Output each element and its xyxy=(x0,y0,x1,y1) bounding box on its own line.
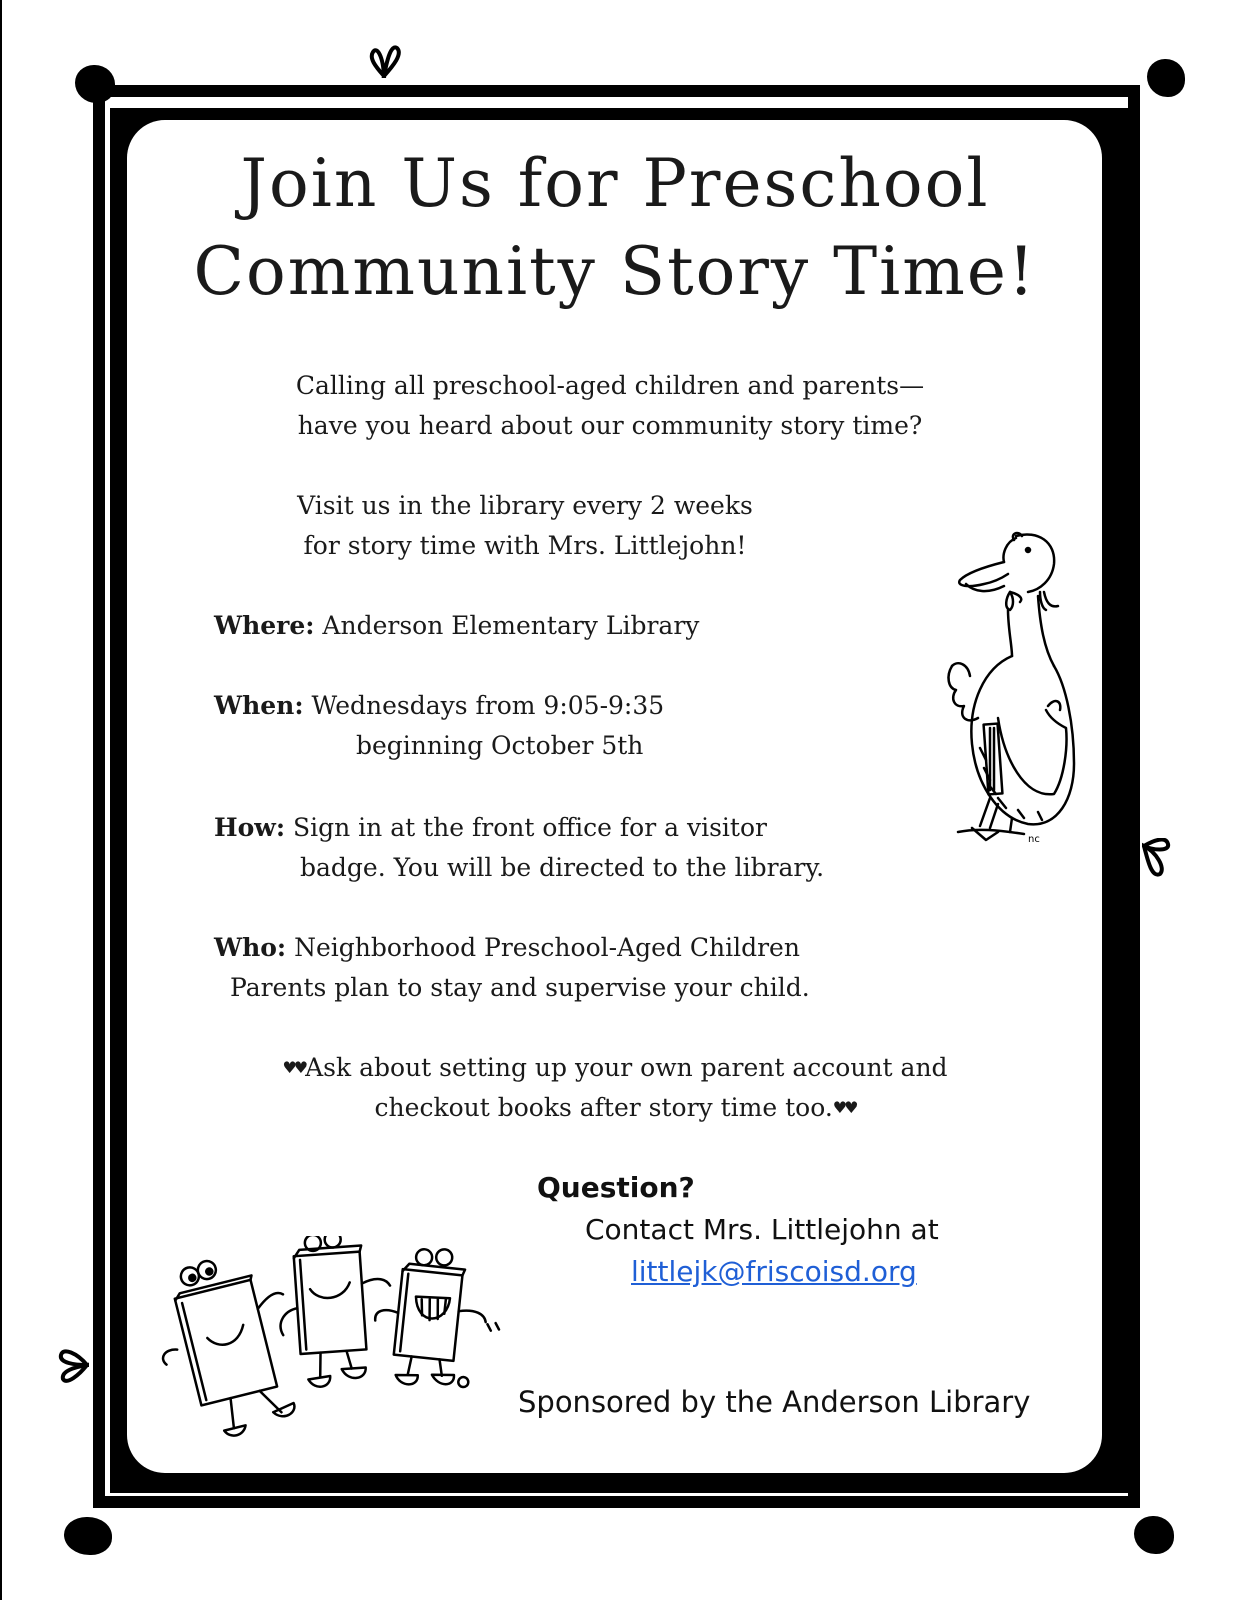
svg-text:nc: nc xyxy=(1028,834,1040,845)
where-label: Where: xyxy=(214,611,315,640)
ask-line-1: Ask about setting up your own parent account and xyxy=(305,1053,948,1082)
who-value: Neighborhood Preschool-Aged Children xyxy=(294,933,800,962)
where-value: Anderson Elementary Library xyxy=(322,611,700,640)
email-link[interactable]: littlejk@friscoisd.org xyxy=(631,1255,917,1288)
when-label: When: xyxy=(214,691,304,720)
intro-paragraph xyxy=(260,366,960,446)
visit-line-2: for story time with Mrs. Littlejohn! xyxy=(303,531,747,560)
heart-icon: ♥♥ xyxy=(282,1058,306,1077)
goose-illustration xyxy=(928,528,1078,846)
dancing-books-illustration xyxy=(148,1236,513,1451)
corner-knob-bottom-left xyxy=(64,1517,112,1555)
bow-top-icon xyxy=(367,38,401,78)
flyer-title xyxy=(150,140,1080,316)
detail-where xyxy=(214,606,699,646)
bow-left-icon xyxy=(55,1345,89,1385)
intro-line-1: Calling all preschool-aged children and parents— xyxy=(295,371,925,400)
bow-right-icon xyxy=(1142,838,1176,878)
title-line-2: Community Story Time! xyxy=(193,233,1037,310)
when-continuation: beginning October 5th xyxy=(356,731,644,760)
detail-when xyxy=(214,686,664,766)
ask-line-2: checkout books after story time too. xyxy=(374,1093,833,1122)
who-label: Who: xyxy=(214,933,287,962)
heart-icon: ♥♥ xyxy=(832,1098,856,1117)
sponsor-line: Sponsored by the Anderson Library xyxy=(518,1385,1031,1419)
detail-how xyxy=(214,808,824,888)
intro-line-2: have you heard about our community story time? xyxy=(297,411,923,440)
ask-paragraph xyxy=(255,1048,975,1128)
corner-knob-bottom-right xyxy=(1134,1516,1174,1554)
corner-knob-top-right xyxy=(1147,59,1185,97)
detail-who xyxy=(214,928,810,1008)
page-edge-line xyxy=(0,0,2,1600)
how-label: How: xyxy=(214,813,286,842)
contact-line: Contact Mrs. Littlejohn at xyxy=(585,1213,939,1246)
visit-line-1: Visit us in the library every 2 weeks xyxy=(297,491,753,520)
visit-paragraph xyxy=(260,486,790,566)
question-heading: Question? xyxy=(537,1171,695,1204)
how-continuation: badge. You will be directed to the library. xyxy=(300,853,825,882)
how-value: Sign in at the front office for a visitor xyxy=(293,813,767,842)
who-continuation: Parents plan to stay and supervise your child. xyxy=(230,973,810,1002)
corner-knob-top-left xyxy=(75,65,115,103)
when-value: Wednesdays from 9:05-9:35 xyxy=(311,691,665,720)
title-line-1: Join Us for Preschool xyxy=(240,145,990,222)
